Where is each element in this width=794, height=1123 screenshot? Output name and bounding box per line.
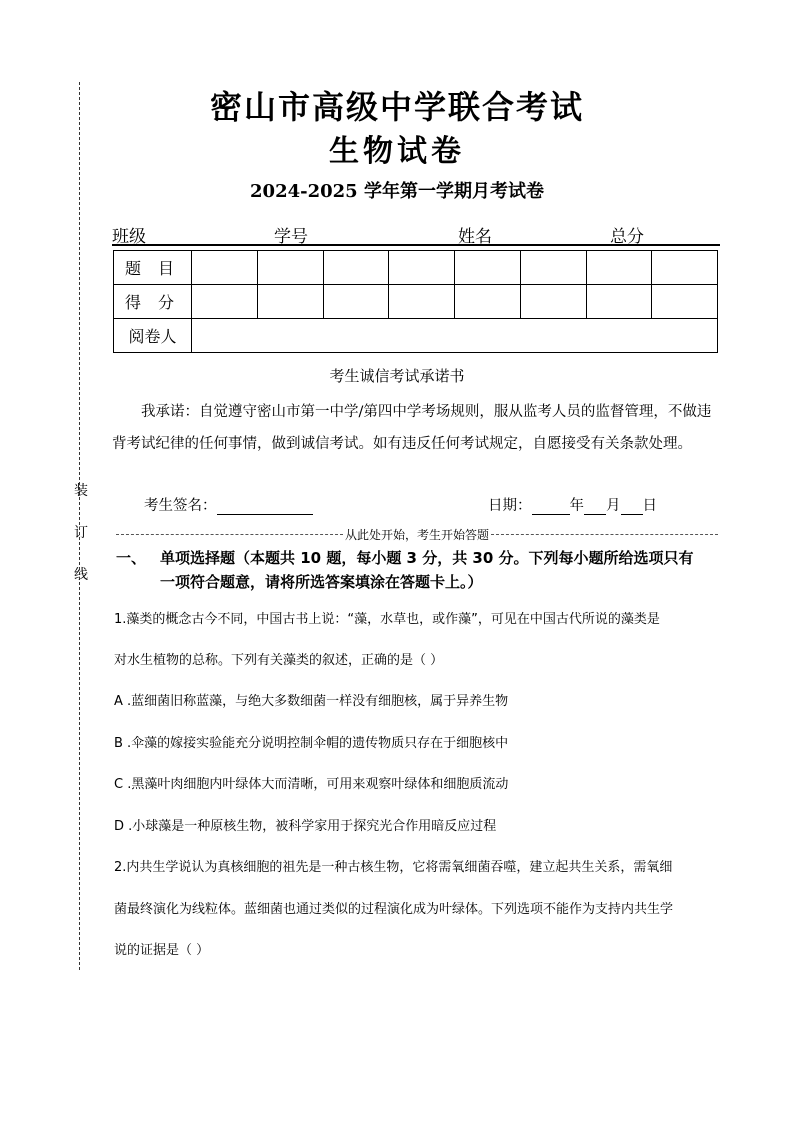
question-2-stem-line3: 说的证据是（ ） bbox=[114, 943, 210, 958]
date-line bbox=[488, 494, 657, 515]
table-row bbox=[114, 319, 718, 353]
section-header bbox=[116, 546, 720, 594]
table-cell bbox=[192, 319, 718, 353]
table-cell bbox=[323, 251, 389, 285]
section-number: 一、 bbox=[116, 549, 147, 567]
table-cell bbox=[455, 251, 521, 285]
section-instructions-line2: 一项符合题意，请将所选答案填涂在答题卡上。） bbox=[160, 573, 483, 591]
table-cell bbox=[652, 251, 718, 285]
question-1-stem-line1: 1.藻类的概念古今不同，中国古书上说：“藻，水草也，或作藻”，可见在中国古代所说的藻类是 bbox=[114, 612, 660, 627]
student-number-label: 学号 bbox=[274, 227, 308, 247]
answer-start-divider bbox=[116, 526, 718, 542]
table-cell bbox=[389, 285, 455, 319]
day-label: 日 bbox=[642, 498, 657, 514]
question-1-option-b: B .伞藻的嫁接实验能充分说明控制伞帽的遗传物质只存在于细胞核中 bbox=[114, 736, 509, 751]
row-label-question: 题 目 bbox=[114, 251, 192, 285]
class-label: 班级 bbox=[112, 227, 146, 247]
year-blank bbox=[532, 498, 570, 515]
name-label: 姓名 bbox=[458, 227, 492, 247]
binding-char-ding: 订 bbox=[74, 525, 88, 541]
table-cell bbox=[586, 285, 652, 319]
exam-title: 密山市高级中学联合考试 bbox=[209, 88, 584, 126]
table-cell bbox=[520, 251, 586, 285]
year-label: 年 bbox=[569, 498, 584, 514]
table-cell bbox=[520, 285, 586, 319]
table-row bbox=[114, 285, 718, 319]
total-score-label: 总分 bbox=[610, 227, 644, 247]
row-label-score: 得 分 bbox=[114, 285, 192, 319]
date-label: 日期： bbox=[488, 498, 532, 514]
binding-char-xian: 线 bbox=[74, 567, 88, 583]
exam-subtitle: 2024-2025 学年第一学期月考试卷 bbox=[250, 181, 544, 202]
subject-title: 生物试卷 bbox=[329, 134, 465, 169]
pledge-body: 我承诺：自觉遵守密山市第一中学/第四中学考场规则，服从监考人员的监督管理，不做违背考试纪律的任何事情，做到诚信考试。如有违反任何考试规定，自愿接受有关条款处理。 bbox=[112, 404, 712, 452]
table-cell bbox=[323, 285, 389, 319]
table-cell bbox=[192, 285, 258, 319]
question-2-stem-line1: 2.内共生学说认为真核细胞的祖先是一种古核生物，它将需氧细菌吞噬，建立起共生关系，需氧细 bbox=[114, 860, 673, 875]
table-cell bbox=[257, 251, 323, 285]
table-cell bbox=[389, 251, 455, 285]
month-blank bbox=[584, 498, 606, 515]
signature-label: 考生签名： bbox=[144, 498, 217, 514]
month-label: 月 bbox=[606, 498, 621, 514]
table-cell bbox=[192, 251, 258, 285]
student-info-row bbox=[112, 222, 720, 246]
pledge-title: 考生诚信考试承诺书 bbox=[329, 367, 465, 385]
row-label-grader: 阅卷人 bbox=[114, 319, 192, 353]
score-table bbox=[113, 250, 718, 353]
question-1-option-d: D .小球藻是一种原核生物，被科学家用于探究光合作用暗反应过程 bbox=[114, 819, 497, 834]
day-blank bbox=[621, 498, 643, 515]
question-1-option-c: C .黑藻叶肉细胞内叶绿体大而清晰，可用来观察叶绿体和细胞质流动 bbox=[114, 777, 509, 792]
question-2-stem-line2: 菌最终演化为线粒体。蓝细菌也通过类似的过程演化成为叶绿体。下列选项不能作为支持内共生学 bbox=[114, 902, 674, 917]
table-cell bbox=[455, 285, 521, 319]
table-cell bbox=[586, 251, 652, 285]
section-instructions-line1: 单项选择题（本题共 10 题，每小题 3 分，共 30 分。下列每小题所给选项只有 bbox=[160, 549, 694, 567]
table-cell bbox=[652, 285, 718, 319]
signature-blank bbox=[217, 498, 313, 515]
question-1-option-a: A .蓝细菌旧称蓝藻，与绝大多数细菌一样没有细胞核，属于异养生物 bbox=[114, 694, 509, 709]
divider-text: 从此处开始，考生开始答题 bbox=[345, 527, 490, 542]
signature-line bbox=[144, 494, 313, 515]
table-row bbox=[114, 251, 718, 285]
divider-dash-left bbox=[116, 534, 343, 535]
table-cell bbox=[257, 285, 323, 319]
divider-dash-right bbox=[491, 534, 718, 535]
question-1-stem-line2: 对水生植物的总称。下列有关藻类的叙述，正确的是（ ） bbox=[114, 653, 444, 668]
binding-char-zhuang: 装 bbox=[74, 483, 88, 499]
